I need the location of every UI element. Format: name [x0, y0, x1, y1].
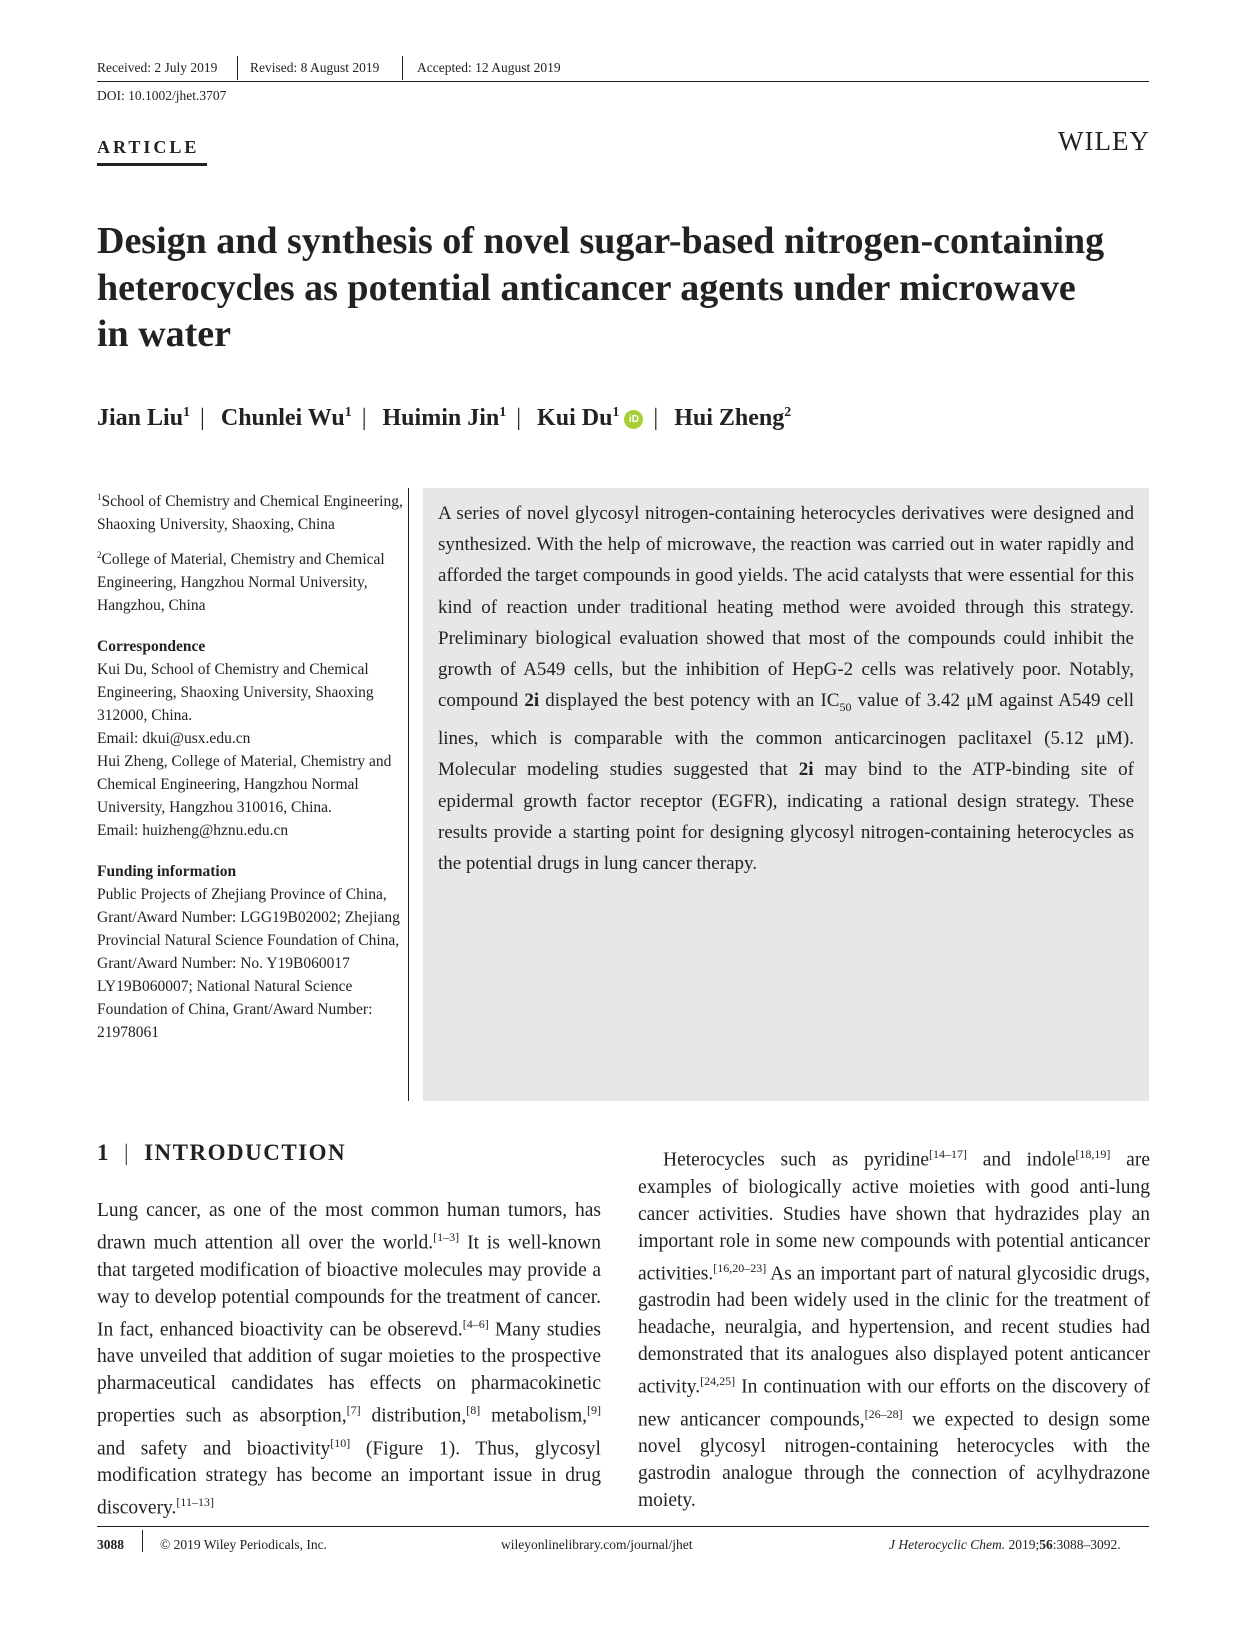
author-name[interactable]: Jian Liu: [97, 405, 184, 431]
doi[interactable]: DOI: 10.1002/jhet.3707: [97, 88, 227, 103]
affiliation-text: School of Chemistry and Chemical Engineering, Shaoxing University, Shaoxing, China: [97, 493, 403, 534]
author-affiliation-mark: 2: [784, 405, 792, 420]
author-affiliation-mark: 1: [344, 405, 352, 420]
abstract-text: A series of novel glycosyl nitrogen-containing heterocycles derivatives were designed and synthesized. With the help of microwave, the reaction was carried out in water rapidly and afforded the target compounds in good yields. The acid catalysts that were essential for this kind of reaction under traditional heating method were avoided through this strategy. Preliminary biological evaluation showed that most of the compounds could inhibit the growth of A549 cells, but the inhibition of HepG-2 cells was relatively poor. Notably, compound 2i displayed the best potency with an $IC_{50}$ value of 3.42 μM against A549 cell lines, which is comparable with the common anticarcinogen paclitaxel (5.12 μM). Molecular modeling studies suggested that 2i may bind to the ATP-binding site of epidermal growth factor receptor (EGFR), indicating a rational design strategy. These results provide a starting point for designing glycosyl nitrogen-containing heterocycles as the potential drugs in lung cancer therapy.: [438, 503, 1135, 875]
compound-ref: 2i: [798, 759, 814, 781]
article-type-label: ARTICLE: [97, 137, 200, 157]
section-number: 1: [97, 1140, 110, 1165]
footer-divider: [142, 1530, 143, 1552]
correspondence-email[interactable]: Email: huizheng@hznu.edu.cn: [97, 822, 289, 840]
abstract-box: [423, 488, 1149, 1101]
body-column-left: [97, 1197, 601, 1522]
citation-link[interactable]: [24,25]: [700, 1374, 736, 1388]
received-date: Received: 2 July 2019: [97, 60, 218, 75]
header-divider: [402, 56, 403, 80]
journal-citation: J Heterocyclic Chem. 2019;56:3088–3092.: [889, 1537, 1121, 1552]
header-rule: [97, 81, 1149, 82]
affiliation-number: 2: [97, 550, 102, 561]
author-affiliation-mark: 1: [612, 405, 620, 420]
article-dates-row: [97, 54, 1149, 82]
journal-url[interactable]: wileyonlinelibrary.com/journal/jhet: [501, 1537, 693, 1552]
correspondence-email[interactable]: Email: dkui@usx.edu.cn: [97, 730, 251, 748]
citation-link[interactable]: [16,20–23]: [713, 1260, 767, 1275]
citation-link[interactable]: [7]: [346, 1403, 361, 1417]
citation-link[interactable]: [8]: [466, 1403, 481, 1417]
author-separator: |: [361, 405, 367, 431]
citation-link[interactable]: [4–6]: [462, 1316, 489, 1331]
section-title: INTRODUCTION: [144, 1140, 347, 1165]
citation-link[interactable]: [14–17]: [929, 1147, 968, 1161]
funding-text: Public Projects of Zhejiang Province of China, Grant/Award Number: LGG19B02002; Zhejiang Provincial Natural Science Foundation of China, Grant/Award Number: No. Y19B060017 LY19B060007; National Natural Science Foundation of China, Grant/Award Number: 21978061: [97, 886, 400, 1042]
affiliation: [97, 544, 403, 617]
citation-link[interactable]: [10]: [330, 1435, 351, 1450]
article-label-underline: [97, 163, 207, 166]
citation-link[interactable]: [26–28]: [864, 1406, 903, 1421]
author-name[interactable]: Hui Zheng: [674, 405, 785, 431]
citation-link[interactable]: [9]: [587, 1403, 601, 1417]
orcid-icon[interactable]: iD: [624, 410, 643, 429]
section-heading: 1 | INTRODUCTION: [97, 1140, 347, 1165]
header-divider: [237, 56, 238, 80]
affiliation-text: College of Material, Chemistry and Chemical Engineering, Hangzhou Normal University, Hangzhou, China: [97, 551, 385, 615]
revised-date: Revised: 8 August 2019: [250, 60, 380, 75]
affiliation: [97, 486, 403, 536]
paper-title: Design and synthesis of novel sugar-based nitrogen-containing heterocycles as potential anticancer agents under microwave in water: [97, 220, 1105, 355]
citation-link[interactable]: [11–13]: [176, 1495, 214, 1509]
publisher-logo: WILEY: [1058, 126, 1150, 156]
accepted-date: Accepted: 12 August 2019: [417, 60, 561, 75]
citation-link[interactable]: [18,19]: [1075, 1147, 1111, 1161]
body-column-right: [638, 1141, 1150, 1514]
author-name[interactable]: Chunlei Wu: [220, 405, 345, 431]
author-separator: |: [200, 405, 205, 431]
paragraph: Heterocycles such as pyridine[14–17] and indole[18,19] are examples of biologically active moieties with good anti-lung cancer activities. Studies have shown that hydrazides play an important role in some new compounds with potential anticancer activities.[16,20–23] As an important part of natural glycosidic drugs, gastrodin had been widely used in the clinic for the treatment of headache, neuralgia, and hypertension, and recent studies had demonstrated that its analogues also displayed potent anticancer activity.[24,25] In continuation with our efforts on the discovery of new anticancer compounds,[26–28] we expected to design some novel glycosyl nitrogen-containing heterocycles with the gastrodin analogue through the connection of acylhydrazone moiety.: [638, 1147, 1150, 1511]
author-name[interactable]: Huimin Jin: [382, 405, 500, 431]
correspondence-heading: Correspondence: [97, 638, 206, 656]
author-affiliation-mark: 1: [183, 405, 191, 420]
footer-rule: [97, 1526, 1149, 1527]
compound-ref: 2i: [524, 690, 540, 712]
author-name[interactable]: Kui Du: [537, 405, 613, 431]
sidebar-info: [97, 486, 403, 1044]
affiliation-number: 1: [97, 492, 102, 502]
paragraph: Lung cancer, as one of the most common human tumors, has drawn much attention all over the world.[1–3] It is well-known that targeted modification of bioactive molecules may provide a way to develop potential compounds for the treatment of cancer. In fact, enhanced bioactivity can be obserevd.[4–6] Many studies have unveiled that addition of sugar moieties to the prospective pharmaceutical candidates has effects on pharmacokinetic properties such as absorption,[7] distribution,[8] metabolism,[9] and safety and bioactivity[10] (Figure 1). Thus, glycosyl modification strategy has become an important issue in drug discovery.[11–13]: [97, 1200, 602, 1519]
author-list: [97, 405, 791, 432]
correspondence-text: Kui Du, School of Chemistry and Chemical Engineering, Shaoxing University, Shaoxing 312000, China.: [97, 661, 374, 725]
correspondence-text: Hui Zheng, College of Material, Chemistry and Chemical Engineering, Hangzhou Normal University, Hangzhou 310016, China.: [97, 753, 392, 817]
author-separator: |: [516, 405, 522, 431]
page-number: 3088: [97, 1537, 124, 1552]
author-affiliation-mark: 1: [499, 405, 507, 420]
citation-link[interactable]: [1–3]: [433, 1230, 460, 1244]
funding-heading: Funding information: [97, 863, 237, 881]
author-separator: |: [653, 405, 659, 431]
copyright: © 2019 Wiley Periodicals, Inc.: [160, 1537, 327, 1552]
sidebar-divider: [408, 488, 409, 1101]
